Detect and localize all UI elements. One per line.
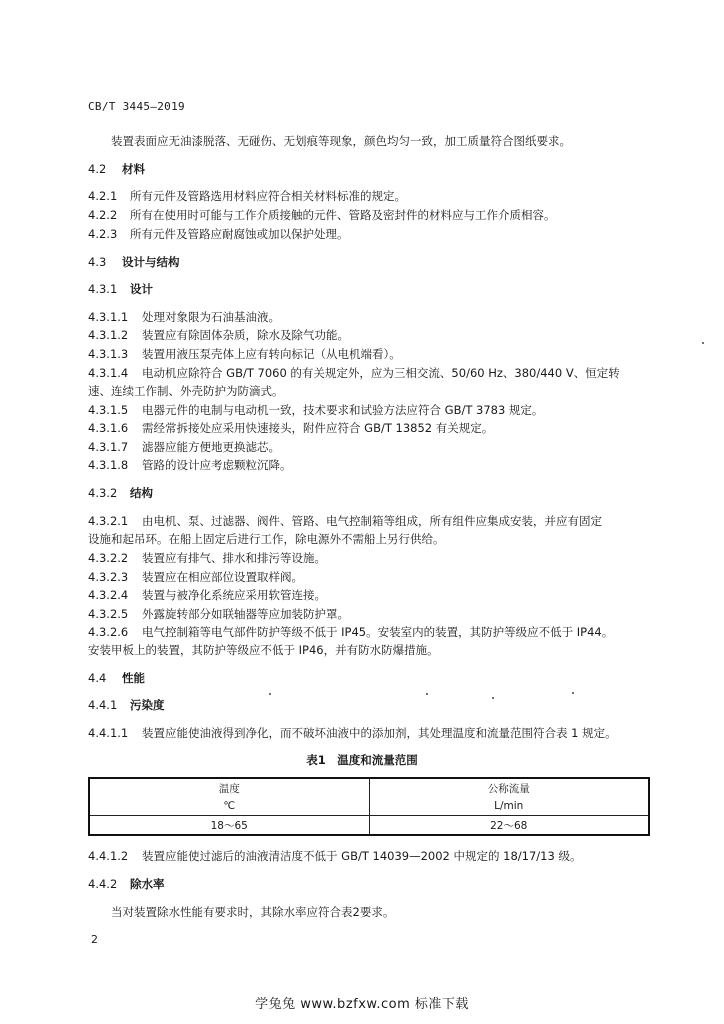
clause-continuation: 安装甲板上的装置，其防护等级应不低于 IP46，并有防水防爆措施。 xyxy=(88,643,439,657)
scan-speck xyxy=(269,693,271,695)
clause: 4.3.1.3 装置用液压泵壳体上应有转向标记（从电机端看）。 xyxy=(88,347,401,361)
subsection-heading: 4.4.1 污染度 xyxy=(88,698,165,712)
clause: 4.4.1.2 装置应能使过滤后的油液清洁度不低于 GB/T 14039—2002 中规定的 18/17/13 级。 xyxy=(88,849,582,863)
clause: 4.3.1.5 电器元件的电制与电动机一致，技术要求和试验方法应符合 GB/T 3783 规定。 xyxy=(88,403,544,417)
header-cell-flow: 公称流量 xyxy=(369,778,649,797)
clause: 4.3.2.1 由电机、泵、过滤器、阀件、管路、电气控制箱等组成，所有组件应集成安装，并应有固定 xyxy=(88,514,602,528)
unit-cell-temperature: ℃ xyxy=(89,797,369,816)
clause-continuation: 速、连续工作制、外壳防护为防滴式。 xyxy=(88,384,284,398)
header-cell-temperature: 温度 xyxy=(89,778,369,797)
section-heading: 4.2 材料 xyxy=(88,162,145,176)
section-heading: 4.4 性能 xyxy=(88,671,145,685)
clause: 4.3.1.7 滤器应能方便地更换滤芯。 xyxy=(88,440,280,454)
clause: 4.2.2 所有在使用时可能与工作介质接触的元件、管路及密封件的材料应与工作介质相容。 xyxy=(88,208,556,222)
table-row xyxy=(89,797,649,816)
watermark-footer: 学兔兔 www.bzfxw.com 标准下载 xyxy=(255,997,469,1012)
clause: 4.3.2.5 外露旋转部分如联轴器等应加装防护罩。 xyxy=(88,607,349,621)
clause: 4.3.1.4 电动机应除符合 GB/T 7060 的有关规定外，应为三相交流、50/60 Hz、380/440 V、恒定转 xyxy=(88,366,620,380)
clause: 4.3.2.4 装置与被净化系统应采用软管连接。 xyxy=(88,588,326,602)
scan-speck xyxy=(426,693,428,695)
scan-speck xyxy=(572,692,574,694)
table-row xyxy=(89,778,649,797)
paragraph-water-removal: 当对装置除水性能有要求时，其除水率应符合表2要求。 xyxy=(111,905,395,919)
value-cell-temperature: 18～65 xyxy=(89,816,369,836)
clause: 4.2.1 所有元件及管路选用材料应符合相关材料标准的规定。 xyxy=(88,189,406,203)
scan-speck xyxy=(492,697,494,699)
clause: 4.4.1.1 装置应能使油液得到净化，而不破坏油液中的添加剂，其处理温度和流量范围符合表 1 规定。 xyxy=(88,726,617,740)
clause: 4.3.1.2 装置应有除固体杂质，除水及除气功能。 xyxy=(88,328,349,342)
table-row xyxy=(89,816,649,836)
unit-cell-flow: L/min xyxy=(369,797,649,816)
clause: 4.3.2.6 电气控制箱等电气部件防护等级不低于 IP45。安装室内的装置，其防护等级应不低于 IP44。 xyxy=(88,625,614,639)
section-heading: 4.3 设计与结构 xyxy=(88,255,180,269)
subsection-heading: 4.3.2 结构 xyxy=(88,486,153,500)
clause: 4.3.2.2 装置应有排气、排水和排污等设施。 xyxy=(88,551,326,565)
subsection-heading: 4.4.2 除水率 xyxy=(88,877,165,891)
clause-continuation: 设施和起吊环。在船上固定后进行工作，除电源外不需船上另行供给。 xyxy=(88,532,445,546)
clause: 4.3.2.3 装置应在相应部位设置取样阀。 xyxy=(88,570,303,584)
temperature-flow-table xyxy=(88,777,650,836)
clause: 4.3.1.8 管路的设计应考虑颗粒沉降。 xyxy=(88,458,292,472)
clause: 4.3.1.6 需经常拆接处应采用快速接头，附件应符合 GB/T 13852 有关规定。 xyxy=(88,421,494,435)
clause: 4.3.1.1 处理对象限为石油基油液。 xyxy=(88,310,280,324)
clause: 4.2.3 所有元件及管路应耐腐蚀或加以保护处理。 xyxy=(88,227,349,241)
table-title: 表1 温度和流量范围 xyxy=(306,753,418,767)
standard-code-header: CB/T 3445—2019 xyxy=(88,100,185,113)
page-number: 2 xyxy=(91,933,98,946)
value-cell-flow: 22～68 xyxy=(369,816,649,836)
subsection-heading: 4.3.1 设计 xyxy=(88,282,153,296)
paragraph-surface-quality: 装置表面应无油漆脱落、无碰伤、无划痕等现象，颜色均匀一致，加工质量符合图纸要求。 xyxy=(111,134,571,148)
scan-speck xyxy=(702,342,704,344)
